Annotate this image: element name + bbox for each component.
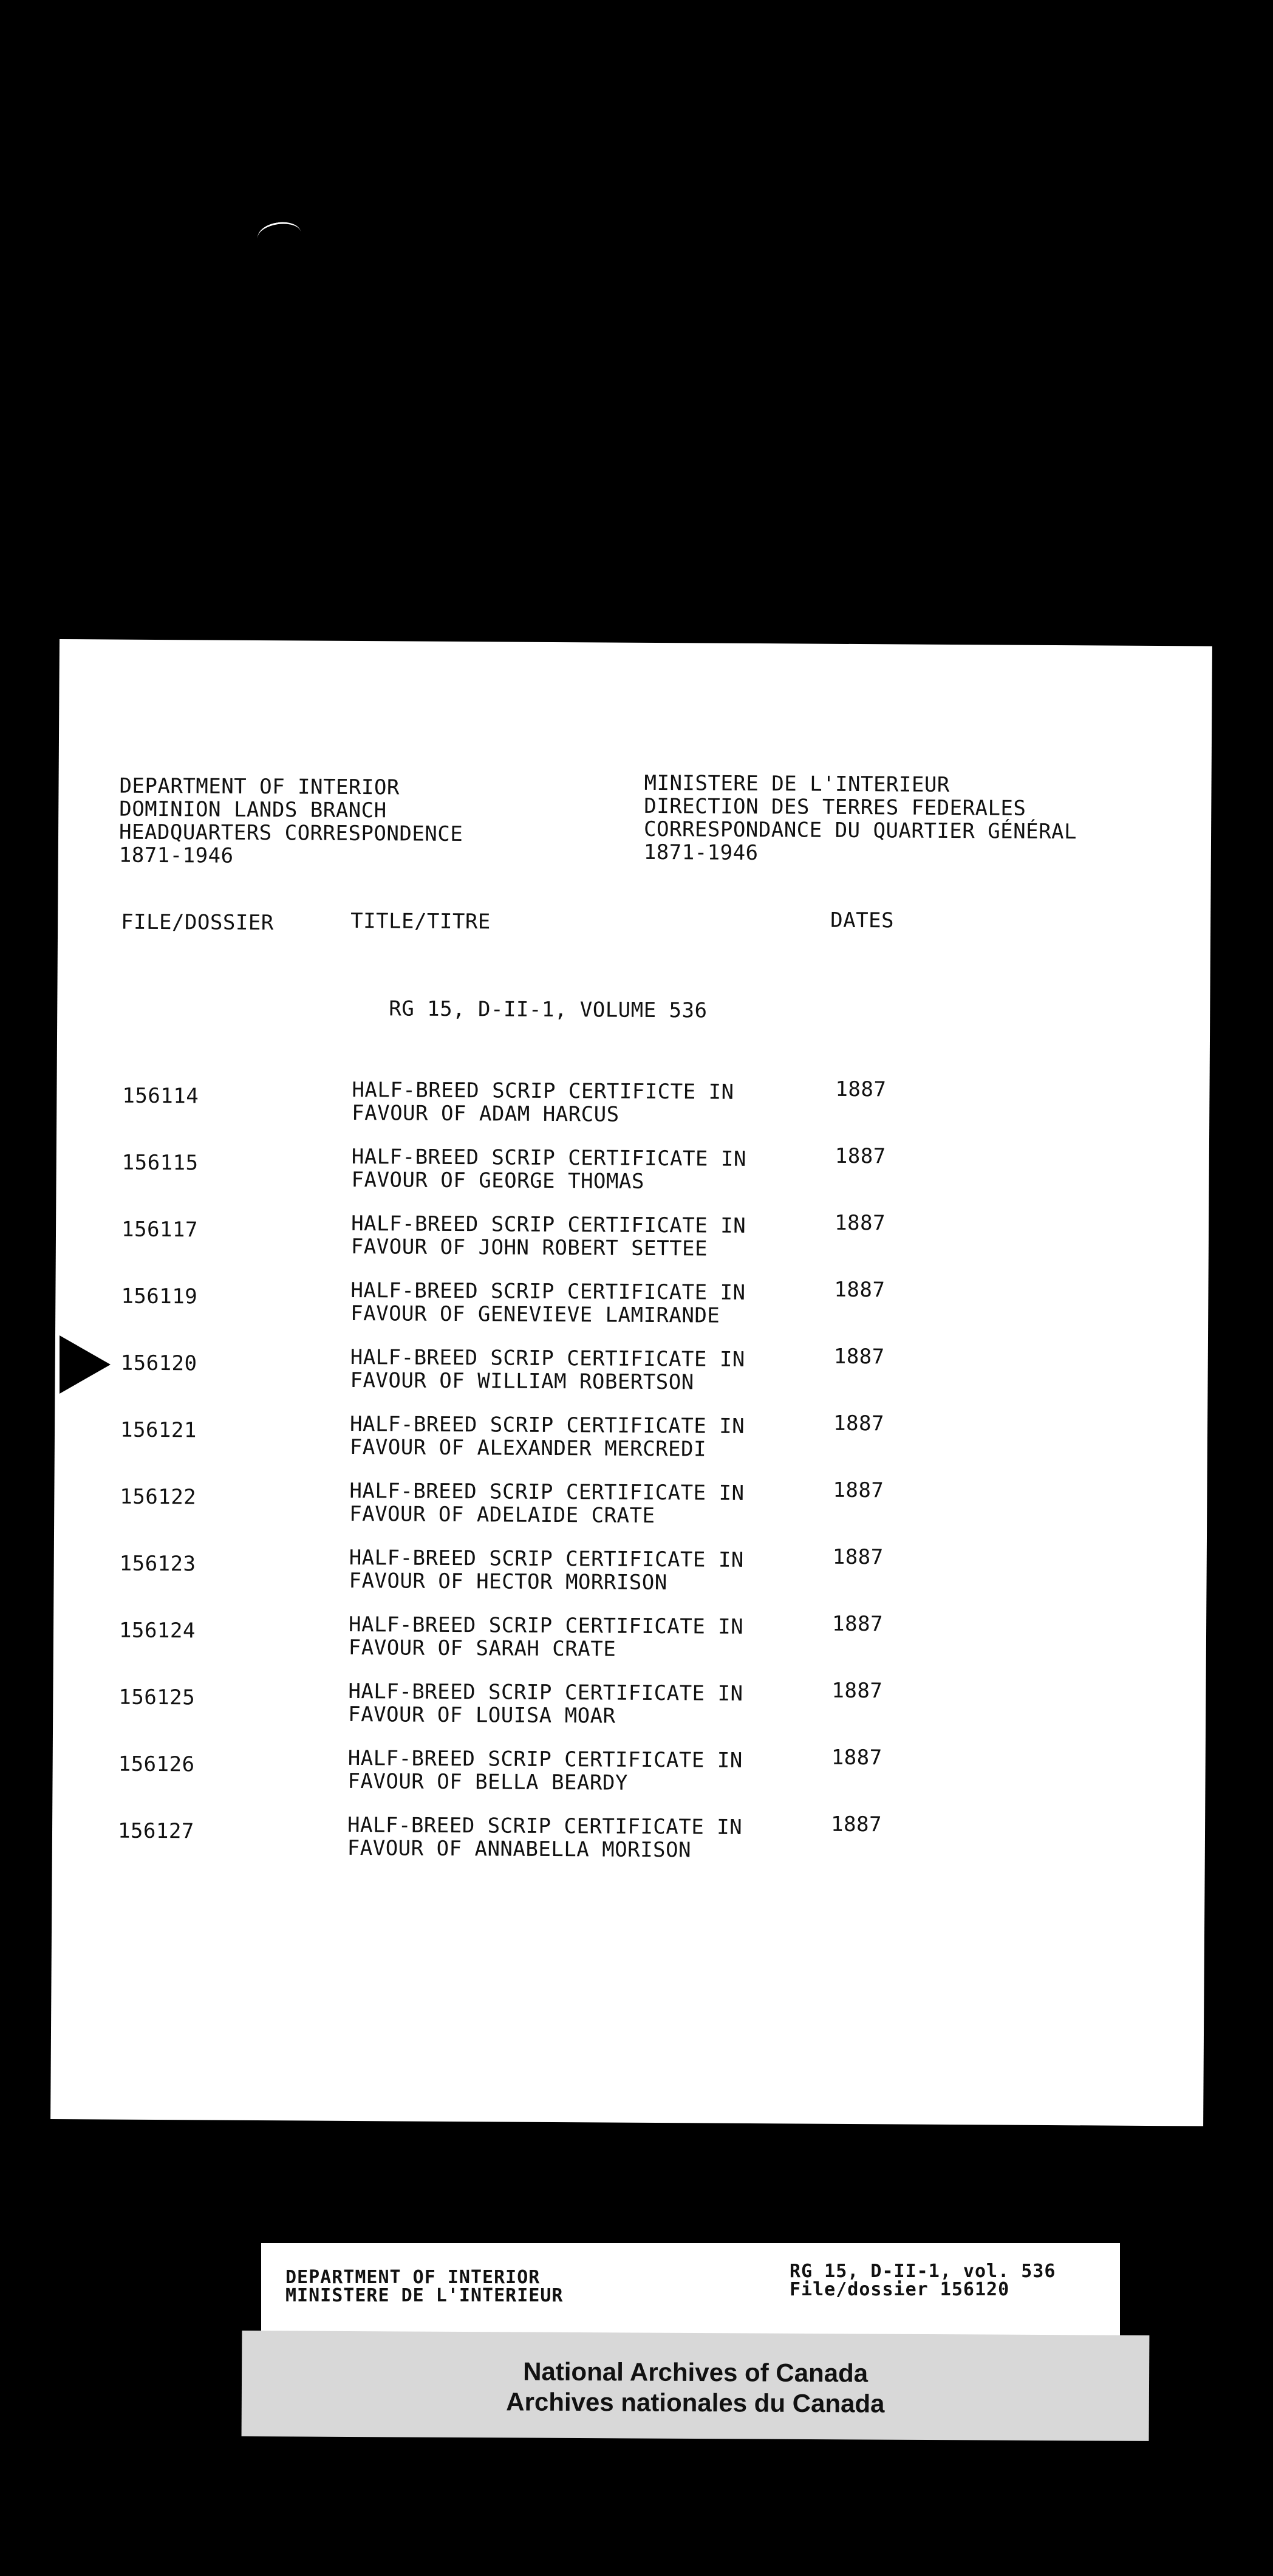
file-title-line: FAVOUR OF ADAM HARCUS <box>352 1100 619 1127</box>
archive-name-french: Archives nationales du Canada <box>506 2387 885 2418</box>
file-title-line: HALF-BREED SCRIP CERTIFICATE IN <box>350 1278 746 1305</box>
header-french-line: CORRESPONDANCE DU QUARTIER GÉNÉRAL <box>643 817 1077 844</box>
file-title-line: FAVOUR OF GEORGE THOMAS <box>351 1167 644 1194</box>
file-number: 156127 <box>117 1818 194 1844</box>
file-row <box>56 1143 1209 1218</box>
file-date: 1887 <box>832 1544 884 1570</box>
file-row <box>55 1411 1208 1485</box>
column-header-dates: DATES <box>830 908 895 933</box>
file-number: 156123 <box>119 1551 196 1577</box>
label-reference-line: File/dossier 156120 <box>790 2279 1010 2300</box>
file-title <box>349 1479 745 1528</box>
file-title-line: FAVOUR OF ALEXANDER MERCREDI <box>349 1434 707 1462</box>
column-header-file: FILE/DOSSIER <box>121 909 274 936</box>
file-title-line: HALF-BREED SCRIP CERTIFICATE IN <box>349 1411 745 1439</box>
file-number: 156124 <box>118 1618 196 1643</box>
label-reference-line: RG 15, D-II-1, vol. 536 <box>790 2261 1056 2282</box>
volume-reference: RG 15, D-II-1, VOLUME 536 <box>389 996 708 1023</box>
file-title <box>351 1212 746 1261</box>
file-row <box>53 1544 1207 1619</box>
header-english-line: DOMINION LANDS BRANCH <box>119 796 387 823</box>
column-header-title: TITLE/TITRE <box>350 908 491 934</box>
header-english-line: 1871-1946 <box>118 843 234 868</box>
file-title-line: HALF-BREED SCRIP CERTIFICATE IN <box>347 1745 743 1773</box>
archive-name <box>242 2355 1150 2420</box>
file-date: 1887 <box>833 1344 885 1369</box>
film-marker-notch <box>60 1335 111 1394</box>
file-title-line: FAVOUR OF ANNABELLA MORISON <box>347 1835 692 1863</box>
file-list <box>57 1077 1210 1863</box>
file-title <box>351 1145 746 1194</box>
file-row <box>53 1678 1206 1752</box>
file-row <box>52 1812 1206 1886</box>
file-number: 156122 <box>120 1484 197 1510</box>
label-department <box>285 2269 563 2305</box>
file-row <box>52 1745 1206 1819</box>
film-scratch <box>256 219 302 252</box>
header-english <box>119 775 463 869</box>
file-date: 1887 <box>831 1745 882 1770</box>
file-date: 1887 <box>835 1077 887 1102</box>
file-title-line: HALF-BREED SCRIP CERTIFICATE IN <box>349 1545 744 1572</box>
microfilm-label <box>261 2243 1120 2335</box>
file-title-line: FAVOUR OF BELLA BEARDY <box>347 1769 628 1795</box>
file-date: 1887 <box>830 1812 882 1837</box>
file-date: 1887 <box>834 1210 886 1236</box>
file-title-line: HALF-BREED SCRIP CERTIFICATE IN <box>348 1612 744 1639</box>
file-title-line: FAVOUR OF ADELAIDE CRATE <box>349 1501 655 1529</box>
file-title <box>347 1747 743 1795</box>
file-title <box>347 1814 743 1862</box>
header-french-line: MINISTERE DE L'INTERIEUR <box>644 770 950 797</box>
header-french-line: DIRECTION DES TERRES FEDERALES <box>644 793 1026 821</box>
file-title <box>352 1078 734 1127</box>
file-row <box>53 1611 1207 1685</box>
file-date: 1887 <box>832 1611 884 1637</box>
label-department-line: MINISTERE DE L'INTERIEUR <box>285 2285 564 2306</box>
header-english-line: DEPARTMENT OF INTERIOR <box>119 773 400 800</box>
archive-name-english: National Archives of Canada <box>523 2357 869 2388</box>
archive-banner <box>242 2331 1150 2441</box>
file-title <box>348 1680 743 1728</box>
file-title <box>349 1546 744 1595</box>
file-date: 1887 <box>834 1143 886 1169</box>
finding-aid-page <box>50 639 1212 2126</box>
file-title-line: FAVOUR OF HECTOR MORRISON <box>349 1568 667 1595</box>
file-date: 1887 <box>831 1678 883 1704</box>
file-title <box>350 1346 745 1394</box>
header-french-line: 1871-1946 <box>643 840 759 866</box>
file-number: 156115 <box>121 1150 199 1176</box>
file-title-line: HALF-BREED SCRIP CERTIFICATE IN <box>351 1144 746 1171</box>
file-title-line: HALF-BREED SCRIP CERTIFICATE IN <box>347 1812 743 1840</box>
file-number: 156117 <box>121 1217 199 1242</box>
label-reference <box>790 2263 1056 2299</box>
file-title-line: HALF-BREED SCRIP CERTIFICATE IN <box>349 1478 745 1506</box>
file-title-line: FAVOUR OF WILLIAM ROBERTSON <box>350 1368 694 1395</box>
file-title-line: HALF-BREED SCRIP CERTIFICATE IN <box>348 1679 743 1706</box>
file-title-line: FAVOUR OF SARAH CRATE <box>348 1635 616 1662</box>
header-french <box>644 772 1077 866</box>
file-title <box>349 1613 744 1662</box>
file-number: 156126 <box>118 1752 195 1777</box>
file-row <box>56 1077 1210 1151</box>
file-number: 156114 <box>122 1083 199 1109</box>
file-row <box>54 1478 1207 1552</box>
file-number: 156120 <box>120 1351 197 1376</box>
file-title <box>350 1413 745 1461</box>
label-department-line: DEPARTMENT OF INTERIOR <box>285 2267 541 2288</box>
file-date: 1887 <box>833 1478 884 1503</box>
file-number: 156119 <box>121 1284 198 1309</box>
file-title-line: FAVOUR OF GENEVIEVE LAMIRANDE <box>350 1301 720 1328</box>
file-title-line: HALF-BREED SCRIP CERTIFICATE IN <box>351 1211 746 1238</box>
file-row <box>55 1277 1209 1351</box>
file-title <box>350 1279 746 1327</box>
file-title-line: FAVOUR OF LOUISA MOAR <box>348 1702 616 1728</box>
file-title-line: HALF-BREED SCRIP CERTIFICATE IN <box>350 1345 745 1372</box>
file-row <box>56 1210 1209 1284</box>
file-row-highlighted <box>55 1344 1208 1418</box>
file-number: 156125 <box>118 1685 196 1710</box>
file-title-line: HALF-BREED SCRIP CERTIFICTE IN <box>352 1077 734 1105</box>
file-number: 156121 <box>120 1417 197 1443</box>
file-date: 1887 <box>834 1277 886 1303</box>
file-title-line: FAVOUR OF JOHN ROBERT SETTEE <box>350 1234 708 1261</box>
file-date: 1887 <box>833 1411 885 1436</box>
header-english-line: HEADQUARTERS CORRESPONDENCE <box>118 820 463 847</box>
